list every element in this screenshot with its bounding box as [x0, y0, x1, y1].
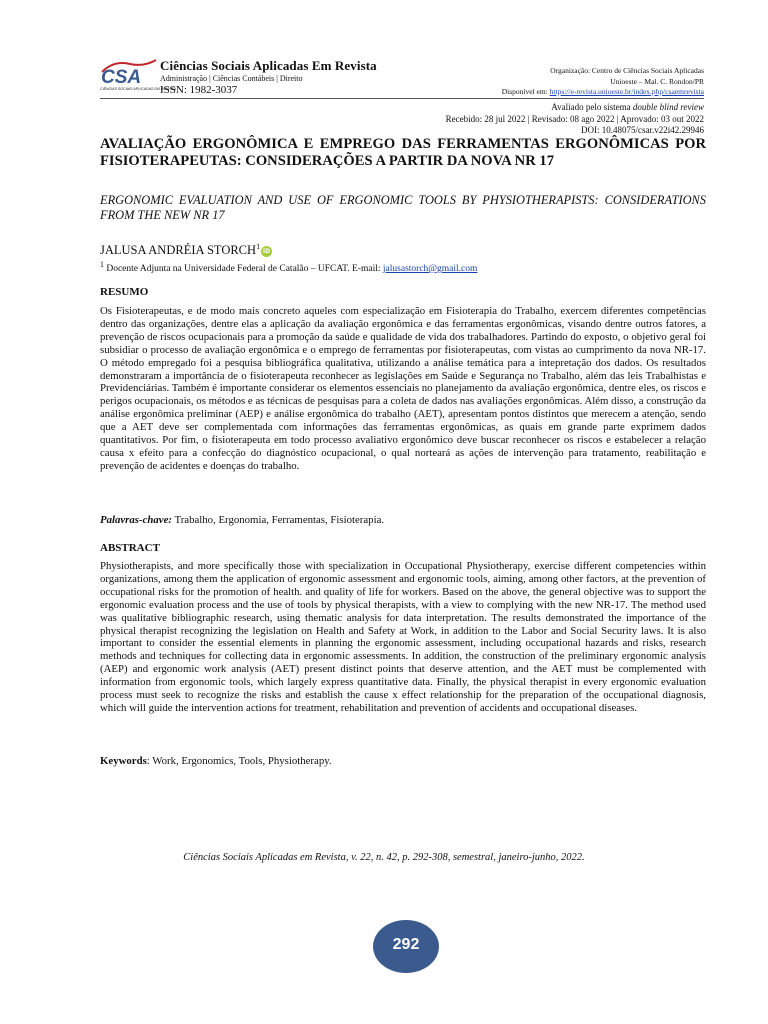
org-line-2: Unioeste – Mal. C. Rondon/PR — [610, 76, 704, 86]
article-title-pt: AVALIAÇÃO ERGONÔMICA E EMPREGO DAS FERRAMENTAS ERGONÔMICAS POR FISIOTERAPEUTAS: CONSIDERAÇÕES A PARTIR DA NOVA NR 17 — [100, 136, 706, 169]
logo-text: CSA — [101, 67, 142, 88]
resumo-keywords-text: Trabalho, Ergonomia, Ferramentas, Fisioterapia. — [171, 514, 385, 526]
abstract-heading: ABSTRACT — [100, 542, 160, 554]
journal-title: Ciências Sociais Aplicadas Em Revista — [160, 58, 377, 73]
available-label: Disponível em: — [501, 87, 550, 96]
abstract-keywords-text: : Work, Ergonomics, Tools, Physiotherapy. — [146, 755, 332, 767]
available-line — [502, 87, 704, 98]
footer-citation: Ciências Sociais Aplicadas em Revista, v. 22, n. 42, p. 292-308, semestral, janeiro-junho, 2022. — [183, 852, 585, 863]
review-system-name: double blind review — [632, 102, 704, 112]
logo-caption: CIÊNCIAS SOCIAIS APLICADAS EM REVISTA — [100, 87, 177, 91]
article-title-en: ERGONOMIC EVALUATION AND USE OF ERGONOMIC TOOLS BY PHYSIOTHERAPISTS: CONSIDERATIONS FROM THE NEW NR 17 — [100, 193, 706, 222]
review-dates: Recebido: 28 jul 2022 | Revisado: 08 ago 2022 | Aprovado: 03 out 2022 — [445, 113, 704, 124]
organization-block — [502, 66, 704, 98]
author-name: JALUSA ANDRÉIA STORCH — [100, 243, 257, 258]
affiliation — [100, 260, 477, 274]
abstract-keywords — [100, 755, 332, 767]
journal-url-link[interactable]: https://e-revista.unioeste.br/index.php/csaemrevista — [549, 87, 704, 96]
resumo-heading: RESUMO — [100, 286, 149, 298]
resumo-keywords-label: Palavras-chave: — [100, 514, 172, 526]
page-number-badge: 292 — [373, 920, 439, 973]
resumo-keywords — [100, 514, 384, 526]
orcid-icon[interactable]: iD — [263, 248, 271, 256]
csa-logo-icon — [100, 56, 177, 96]
org-line-1: Organização: Centro de Ciências Sociais Aplicadas — [550, 66, 704, 75]
author-email-link[interactable]: jalusastorch@gmail.com — [382, 264, 478, 275]
abstract-text: Physiotherapists, and more specifically those with specialization in Occupational Physiotherapy, exercise different competencies within organizations, among them the application of ergonomic assessment and ergonomic tools, aiming, among other factors, at the prevention of occupational risks for the promotion of health. and quality of life for workers. Based on the above, the general objective was to support the ergonomic evaluation process and the use of tools by physical therapists, with a view to complying with the new NR-17. The method used was qualitative bibliographic research, using thematic analysis for data interpretation. The results demonstrated the importance of the physical therapist recognizing the legislation on Health and Safety at Work, in addition to the Labor and Social Security laws. It is also important to consider the essential elements in planning the ergonomic assessment, including occupational hazards and risks, research methods and techniques for collecting data in ergonomic assessments. In addition, the construction of the preliminary ergonomic analysis (AEP) and ergonomic work analysis (AET) present distinct points that deserve attention, and the AET must be complemented with information from ergonomic tools, which largely express quantitative data. Finally, the physical therapist in every ergonomic evaluation process must seek to recognize the risks and establish the cause x effect relationship for the preparation of the occupational diagnosis, which will guide the intervention actions for treatment, rehabilitation and prevention of accidents and occupational diseases. — [100, 560, 706, 714]
issn: ISSN: 1982-3037 — [160, 84, 238, 96]
abstract-keywords-label: Keywords — [100, 755, 147, 767]
doi: DOI: 10.48075/csar.v22i42.29946 — [581, 125, 704, 135]
journal-logo — [100, 56, 177, 96]
resumo-text: Os Fisioterapeutas, e de modo mais concreto aqueles com especialização em Fisioterapia do Trabalho, exercem diferentes competências dentro das organizações, dentre elas a aplicação da avaliação ergonômica e das ferramentas ergonômicas, visando dentre outros fatores, a prevenção de riscos ocupacionais para a promoção da saúde e qualidade de vida dos trabalhadores. Partindo do exposto, o objetivo geral foi subsidiar o processo de avaliação ergonômica e o emprego de ferramentas por fisioterapeutas, com vistas ao cumprimento da nova NR-17. O método empregado foi a pesquisa bibliográfica qualitativa, utilizando a análise temática para a intepretação dos dados. Os resultados demonstraram a importância de o fisioterapeuta reconhecer as legislações em Saúde e Segurança no Trabalho, além das leis Trabalhistas e Previdenciárias. Também é importante considerar os elementos essenciais no planejamento da avaliação ergonômica, dentre eles, os riscos e perigos ocupacionais, os métodos e as técnicas de pesquisas para a coleta de dados nas avaliações ergonômicas. Além disso, a construção da análise ergonômica preliminar (AEP) e análise ergonômica do trabalho (AET), apresentam pontos distintos que merecem a atenção, sendo que a AET deve ser complementada com informações das ferramentas ergonômicas, as quais em grande parte exprimem dados quantitativos. Por fim, o fisioterapeuta em todo processo avaliativo ergonômico deve buscar reconhecer os riscos e estabelecer a relação causa x efeito para a confecção do diagnóstico ocupacional, o qual norteará as ações de intervenção para tratamento, reabilitação e prevenção de acidentes e doenças do trabalho. — [100, 305, 706, 472]
affiliation-text: Docente Adjunta na Universidade Federal de Catalão – UFCAT. E-mail: — [103, 264, 383, 275]
journal-areas: Administração | Ciências Contábeis | Direito — [160, 74, 303, 83]
author-superscript: 1 — [256, 242, 261, 251]
affiliation-superscript: 1 — [100, 260, 104, 269]
author — [100, 242, 272, 258]
review-meta — [446, 102, 704, 137]
review-system — [446, 102, 704, 114]
review-prefix: Avaliado pelo sistema — [551, 102, 633, 112]
header-divider — [100, 98, 704, 99]
